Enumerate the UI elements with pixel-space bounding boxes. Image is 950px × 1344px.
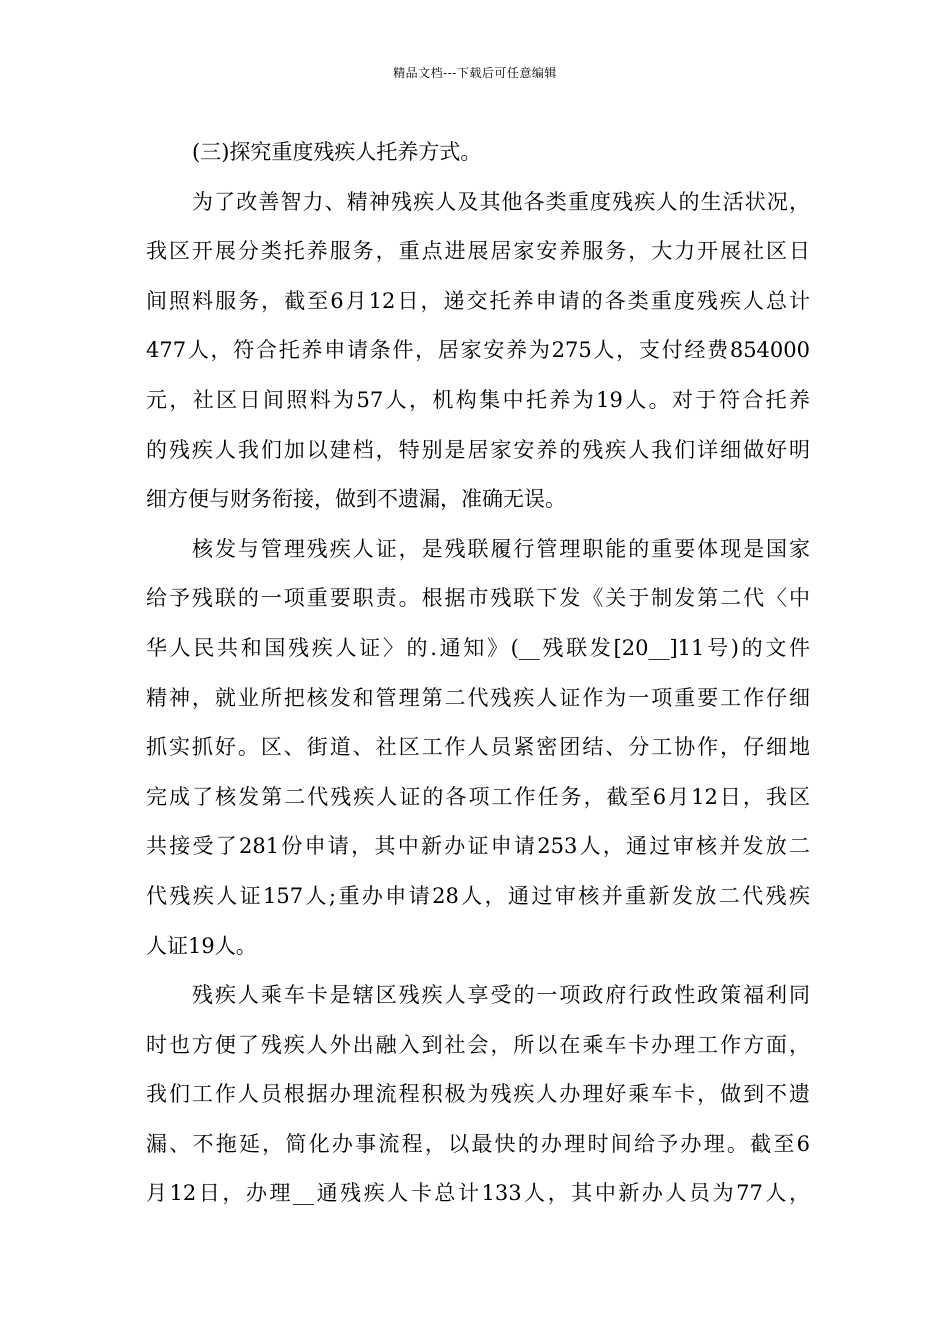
paragraph-line: 477人，符合托养申请条件，居家安养为275人，支付经费854000 xyxy=(146,338,810,363)
paragraph-line: 间照料服务，截至6月12日，递交托养申请的各类重度残疾人总计 xyxy=(146,288,810,313)
paragraph-line: 代残疾人证157人;重办申请28人，通过审核并重新发放二代残疾 xyxy=(146,883,810,908)
paragraph-line: 元，社区日间照料为57人，机构集中托养为19人。对于符合托养 xyxy=(146,387,810,412)
paragraph-line: 华人民共和国残疾人证〉的.通知》(__残联发[20__]11号)的文件 xyxy=(146,635,810,660)
paragraph-line: 时也方便了残疾人外出融入到社会，所以在乘车卡办理工作方面， xyxy=(146,1032,810,1057)
paragraph-line: 给予残联的一项重要职责。根据市残联下发《关于制发第二代〈中 xyxy=(146,586,810,611)
paragraph-line: 共接受了281份申请，其中新办证申请253人，通过审核并发放二 xyxy=(146,834,810,859)
paragraph-line: 细方便与财务衔接，做到不遗漏，准确无误。 xyxy=(146,487,566,512)
paragraph-line: 人证19人。 xyxy=(146,933,257,958)
document-body xyxy=(146,128,810,1219)
paragraph-line: 为了改善智力、精神残疾人及其他各类重度残疾人的生活状况， xyxy=(192,189,810,214)
paragraph-line: 残疾人乘车卡是辖区残疾人享受的一项政府行政性政策福利同 xyxy=(192,983,810,1008)
paragraph-line: 核发与管理残疾人证，是残联履行管理职能的重要体现是国家 xyxy=(192,536,810,561)
page-header: 精品文档---下载后可任意编辑 xyxy=(393,66,557,80)
paragraph-line: 精神，就业所把核发和管理第二代残疾人证作为一项重要工作仔细 xyxy=(146,685,810,710)
paragraph-line: 我区开展分类托养服务，重点进展居家安养服务，大力开展社区日 xyxy=(146,239,810,264)
paragraph-line: 的残疾人我们加以建档，特别是居家安养的残疾人我们详细做好明 xyxy=(146,437,810,462)
paragraph-line: 我们工作人员根据办理流程积极为残疾人办理好乘车卡，做到不遗 xyxy=(146,1082,810,1107)
paragraph-line: 月12日，办理__通残疾人卡总计133人，其中新办人员为77人， xyxy=(146,1181,810,1206)
paragraph-line: 完成了核发第二代残疾人证的各项工作任务，截至6月12日，我区 xyxy=(146,784,810,809)
section-heading: (三)探究重度残疾人托养方式。 xyxy=(192,140,482,164)
paragraph-line: 漏、不拖延，简化办事流程，以最快的办理时间给予办理。截至6 xyxy=(146,1131,810,1156)
paragraph-line: 抓实抓好。区、街道、社区工作人员紧密团结、分工协作，仔细地 xyxy=(146,735,810,760)
